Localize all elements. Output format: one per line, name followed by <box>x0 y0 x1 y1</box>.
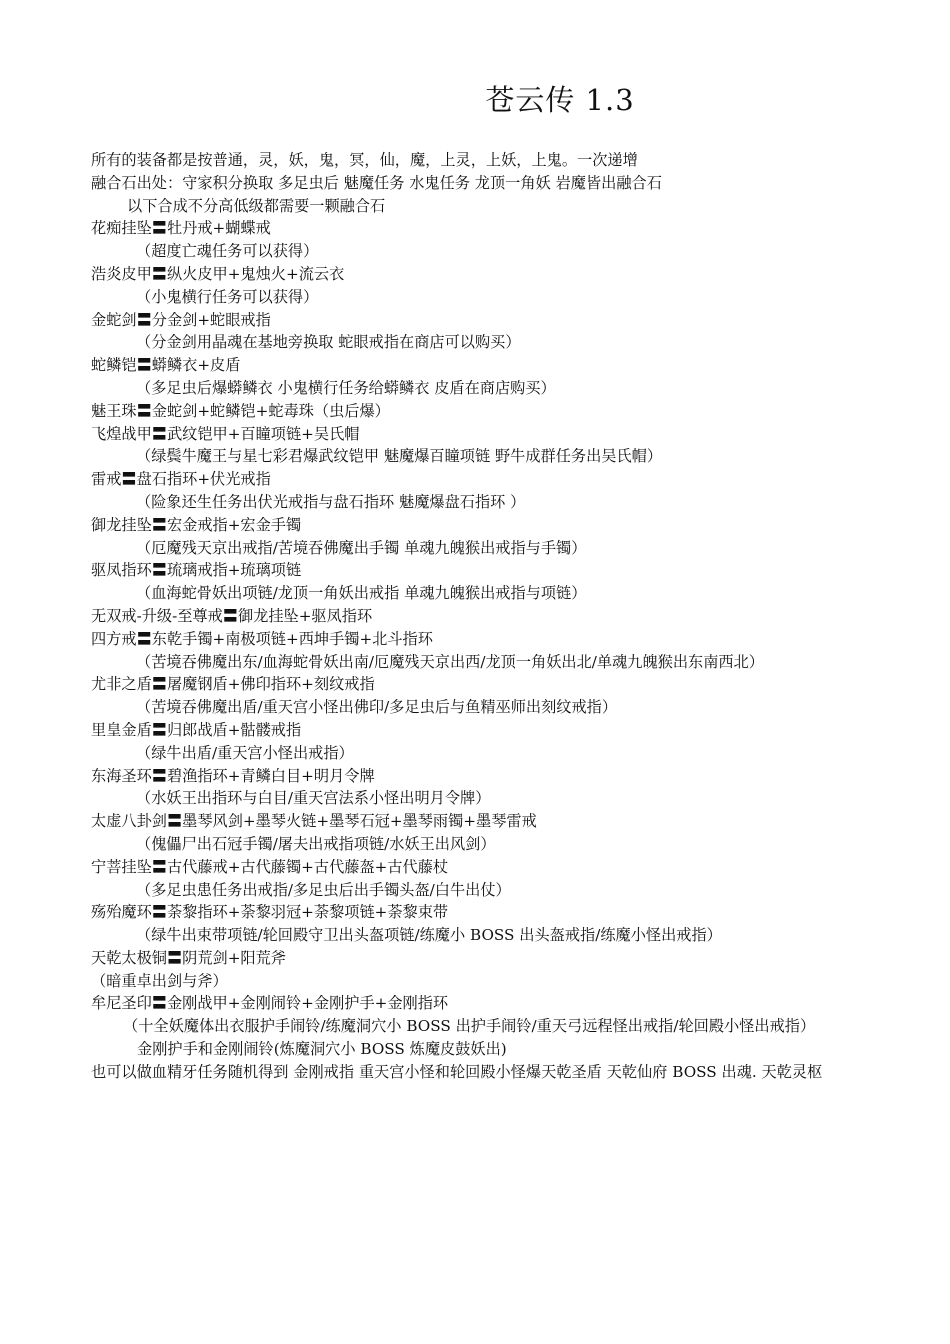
recipe-line: 驱凤指环〓琉璃戒指+琉璃项链 <box>91 561 302 580</box>
recipe-line: 宁菩挂坠〓古代藤戒+古代藤镯+古代藤盔+古代藤杖 <box>91 857 449 876</box>
intro-line: 所有的装备都是按普通，灵，妖，鬼，冥，仙，魔，上灵，上妖，上鬼。一次递增 <box>91 151 638 169</box>
closing-note-line: 也可以做血精牙任务随机得到 金刚戒指 重天宫小怪和轮回殿小怪爆天乾圣盾 天乾仙府 BOSS 出魂. 天乾灵枢 <box>91 1062 823 1081</box>
recipe-line: 无双戒-升级-至尊戒〓御龙挂坠+驱凤指环 <box>91 606 373 625</box>
recipe-line: 雷戒〓盘石指环+伏光戒指 <box>91 470 271 489</box>
source-note-line: （多足虫患任务出戒指/多足虫后出手镯头盔/白牛出仗） <box>136 880 511 899</box>
document-body <box>91 149 861 1084</box>
source-note-line: （苦境吞佛魔出东/血海蛇骨妖出南/厄魔残天京出西/龙顶一角妖出北/单魂九魄猴出东南西北） <box>136 652 764 671</box>
source-note-line: （险象还生任务出伏光戒指与盘石指环 魅魔爆盘石指环 ） <box>136 492 526 511</box>
recipe-line: 殇殆魔环〓荼黎指环+荼黎羽冠+荼黎项链+荼黎束带 <box>91 903 449 922</box>
source-note-line: （傀儡尸出石冠手镯/屠夫出戒指项链/水妖王出风剑） <box>136 834 496 853</box>
source-note-line: （绿牛出盾/重天宫小怪出戒指） <box>136 743 354 762</box>
recipe-line: 金蛇剑〓分金剑+蛇眼戒指 <box>91 310 271 329</box>
recipe-line: 蛇鳞铠〓蟒鳞衣+皮盾 <box>91 356 241 375</box>
source-note-line: （小鬼横行任务可以获得） <box>136 287 319 306</box>
recipe-line: 四方戒〓东乾手镯+南极项链+西坤手镯+北斗指环 <box>91 629 433 648</box>
fusion-note-line: 以下合成不分高低级都需要一颗融合石 <box>127 196 386 215</box>
source-note-line: （苦境吞佛魔出盾/重天宫小怪出佛印/多足虫后与鱼精巫师出刻纹戒指） <box>136 698 618 717</box>
source-note-line: （超度亡魂任务可以获得） <box>136 242 319 261</box>
extra-note-line: 金刚护手和金刚闹铃(炼魔洞穴小 BOSS 炼魔皮鼓妖出) <box>137 1040 507 1059</box>
recipe-line: 御龙挂坠〓宏金戒指+宏金手镯 <box>91 515 302 534</box>
source-note-line: （血海蛇骨妖出项链/龙顶一角妖出戒指 单魂九魄猴出戒指与项链） <box>136 584 587 603</box>
recipe-line: 飞煌战甲〓武纹铠甲+百瞳项链+吴氏帽 <box>91 424 360 443</box>
recipe-line: 天乾太极铜〓阴荒剑+阳荒斧 <box>91 948 286 967</box>
recipe-line: 牟尼圣印〓金刚战甲+金刚闹铃+金刚护手+金刚指环 <box>91 994 449 1013</box>
source-note-line: （分金剑用晶魂在基地旁换取 蛇眼戒指在商店可以购买） <box>136 333 521 352</box>
source-note-line: （绿牛出束带项链/轮回殿守卫出头盔项链/练魔小 BOSS 出头盔戒指/练魔小怪出戒指） <box>136 926 722 945</box>
recipe-line: 浩炎皮甲〓纵火皮甲+鬼烛火+流云衣 <box>91 264 345 283</box>
title-area <box>0 0 950 140</box>
source-note-line: （暗重卓出剑与斧） <box>91 971 228 990</box>
recipe-line: 东海圣环〓碧渔指环+青鳞白目+明月令牌 <box>91 766 375 785</box>
recipe-line: 里皇金盾〓归郎战盾+骷髅戒指 <box>91 720 302 739</box>
source-note-line: （水妖王出指环与白目/重天宫法系小怪出明月令牌） <box>136 789 491 808</box>
fusion-stone-source-line: 融合石出处：守家积分换取 多足虫后 魅魔任务 水鬼任务 龙顶一角妖 岩魔皆出融合石 <box>91 173 662 192</box>
recipe-line: 尤非之盾〓屠魔钢盾+佛印指环+刻纹戒指 <box>91 675 375 694</box>
recipe-line: 太虚八卦剑〓墨琴风剑+墨琴火链+墨琴石冠+墨琴雨镯+墨琴雷戒 <box>91 812 537 831</box>
source-note-line: （十全妖魔体出衣服护手闹铃/练魔洞穴小 BOSS 出护手闹铃/重天弓远程怪出戒指/轮回殿小怪出戒指） <box>123 1017 816 1036</box>
recipe-line: 魅王珠〓金蛇剑+蛇鳞铠+蛇毒珠（虫后爆） <box>91 401 390 420</box>
document-title: 苍云传 1.3 <box>485 83 635 117</box>
recipe-line: 花痴挂坠〓牡丹戒+蝴蝶戒 <box>91 219 271 238</box>
source-note-line: （绿鬓牛魔王与星七彩君爆武纹铠甲 魅魔爆百瞳项链 野牛成群任务出吴氏帽） <box>136 447 663 466</box>
source-note-line: （多足虫后爆蟒鳞衣 小鬼横行任务给蟒鳞衣 皮盾在商店购买） <box>136 378 556 397</box>
source-note-line: （厄魔残天京出戒指/苦境吞佛魔出手镯 单魂九魄猴出戒指与手镯） <box>136 538 587 557</box>
